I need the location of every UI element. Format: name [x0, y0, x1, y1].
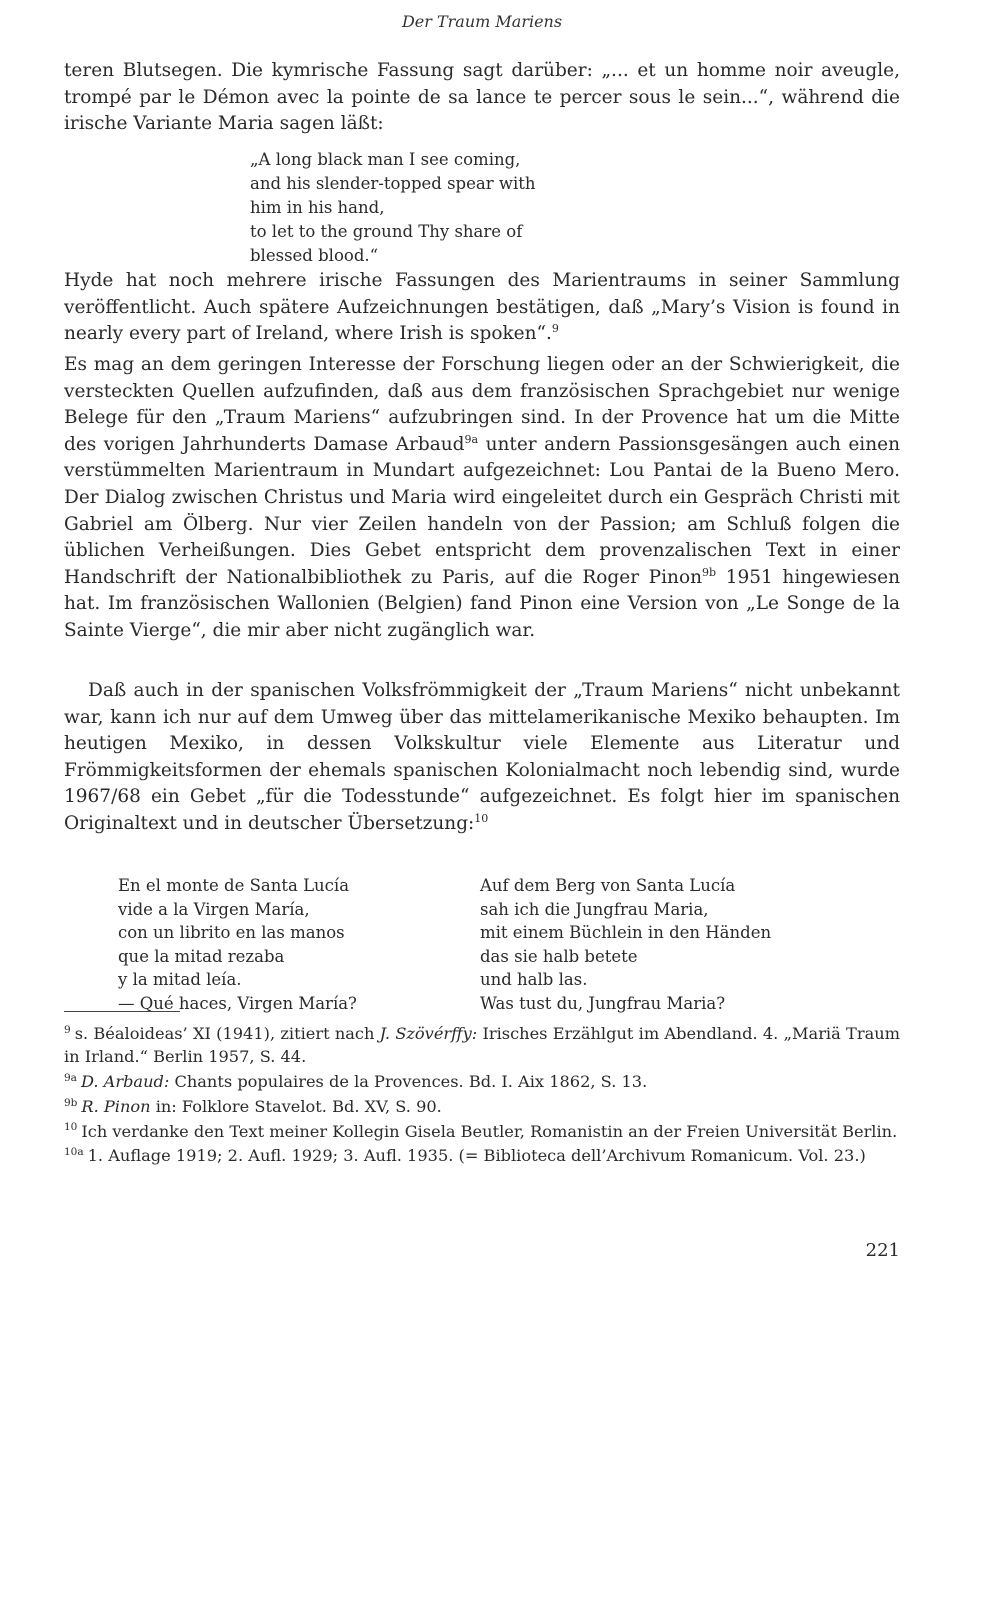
- poem-line: que la mitad rezaba: [118, 946, 285, 966]
- footnote-number: 9: [64, 1023, 71, 1036]
- footnote-number: 10: [64, 1121, 78, 1134]
- footnote-number: 9a: [64, 1071, 77, 1084]
- footnote-ref: 9a: [464, 432, 479, 446]
- running-head: Der Traum Mariens: [401, 12, 563, 31]
- poem-line: y la mitad leía.: [118, 970, 242, 989]
- footnote-text: Irisches Erzählgut im Abendland. 4. „Mariä Traum in Irland.“ Berlin 1957, S. 44.: [64, 1024, 900, 1067]
- poem-line: — Qué haces, Virgen María?: [118, 993, 357, 1013]
- irish-quote: [250, 148, 630, 268]
- footnote-text: in: Folklore Stavelot. Bd. XV, S. 90.: [150, 1096, 442, 1116]
- page-number: 221: [865, 1240, 900, 1261]
- quote-line: blessed blood.“: [250, 246, 379, 265]
- footnote-ref: 10: [474, 811, 489, 825]
- quote-line: and his slender-topped spear with: [250, 174, 536, 193]
- footnotes: [64, 1022, 900, 1169]
- footnote: [64, 1095, 900, 1118]
- quote-line: to let to the ground Thy share of: [250, 222, 523, 241]
- footnote-author: D. Arbaud:: [80, 1072, 170, 1092]
- paragraph-3-text-b: unter andern Passionsgesängen auch einen verstümmelten Marientraum in Mundart aufgezeichnet: Lou Pantai de la Bueno Mero. Der Dialog zwischen Christus und Maria wird eingeleitet durch ein Gespräch Christi mit Gabriel am Ölberg. Nur vier Zeilen handeln von der Passion; am Schluß folgen die üblichen Verheißungen. Dies Gebet entspricht dem provenzalischen Text in einer Handschrift der Nationalbibliothek zu Paris, auf die Roger Pinon: [64, 433, 900, 588]
- footnote-text: Ich verdanke den Text meiner Kollegin Gisela Beutler, Romanistin an der Freien Universität Berlin.: [81, 1121, 898, 1141]
- footnote-author: R. Pinon: [81, 1096, 151, 1116]
- poem-line: vide a la Virgen María,: [118, 899, 310, 919]
- footnote-text: s. Béaloideas’ XI (1941), zitiert nach: [74, 1024, 380, 1043]
- footnote-rule: [64, 1011, 180, 1012]
- footnote-ref: 9: [551, 322, 559, 336]
- footnote: [64, 1144, 900, 1167]
- poem-line: En el monte de Santa Lucía: [118, 876, 350, 895]
- poem-line: mit einem Büchlein in den Händen: [480, 923, 772, 942]
- footnote-ref: 9b: [702, 565, 717, 579]
- paragraph-4-text: Daß auch in der spanischen Volksfrömmigkeit der „Traum Mariens“ nicht unbekannt war, kann ich nur auf dem Umweg über das mittelamerikanische Mexiko behaupten. Im heutigen Mexiko, in dessen Volkskultur viele Elemente aus Literatur und Frömmigkeitsformen der ehemals spanischen Kolonialmacht noch lebendig sind, wurde 1967/68 ein Gebet „für die Todesstunde“ aufgezeichnet. Es folgt hier im spanischen Originaltext und in deutscher Übersetzung:: [64, 680, 900, 834]
- footnote-number: 10a: [64, 1146, 84, 1159]
- poem-line: con un librito en las manos: [118, 923, 345, 942]
- poem-line: Auf dem Berg von Santa Lucía: [480, 876, 736, 895]
- paragraph-3-text-a: Es mag an dem geringen Interesse der Forschung liegen oder an der Schwierigkeit, die versteckten Quellen aufzufinden, daß aus dem französischen Sprachgebiet nur wenige Belege für den „Traum Mariens“ aufzubringen sind. In der Provence hat um die Mitte des vorigen Jahrhunderts Damase Arbaud: [64, 354, 900, 455]
- paragraph-1: teren Blutsegen. Die kymrische Fassung sagt darüber: „... et un homme noir aveugle, trompé par le Démon avec la pointe de sa lance te percer sous le sein...“, während die irische Variante Maria sagen läßt:: [64, 60, 900, 135]
- poem-line: und halb las.: [480, 970, 588, 989]
- poem-line: Was tust du, Jungfrau Maria?: [480, 993, 726, 1013]
- footnote-author: J. Szövérffy:: [379, 1024, 478, 1043]
- footnote: [64, 1070, 900, 1093]
- footnote-number: 9b: [64, 1096, 78, 1109]
- poem-line: sah ich die Jungfrau Maria,: [480, 899, 709, 919]
- footnote-text: Chants populaires de la Provences. Bd. I. Aix 1862, S. 13.: [169, 1072, 648, 1092]
- quote-line: him in his hand,: [250, 198, 385, 217]
- paragraph-2: [64, 268, 900, 348]
- paragraph-4: [64, 678, 900, 838]
- poem-line: das sie halb betete: [480, 946, 638, 966]
- footnote: [64, 1022, 900, 1069]
- paragraph-3: [64, 352, 900, 645]
- footnote-text: 1. Auflage 1919; 2. Aufl. 1929; 3. Aufl. 1935. (= Biblioteca dell’Archivum Romanicum. Vol. 23.): [87, 1146, 866, 1166]
- quote-line: „A long black man I see coming,: [250, 150, 521, 169]
- paragraph-3-text-c: 1951 hingewiesen hat. Im französischen Wallonien (Belgien) fand Pinon eine Version von „Le Songe de la Sainte Vierge“, die mir aber nicht zugänglich war.: [64, 566, 900, 641]
- poem-spanish: [118, 874, 478, 1015]
- poem-german: [480, 874, 880, 1015]
- paragraph-2-text: Hyde hat noch mehrere irische Fassungen des Marientraums in seiner Sammlung veröffentlicht. Auch spätere Aufzeichnungen bestätigen, daß „Mary’s Vision is found in nearly every part of Ireland, where Irish is spoken“.: [64, 270, 900, 345]
- footnote: [64, 1120, 900, 1143]
